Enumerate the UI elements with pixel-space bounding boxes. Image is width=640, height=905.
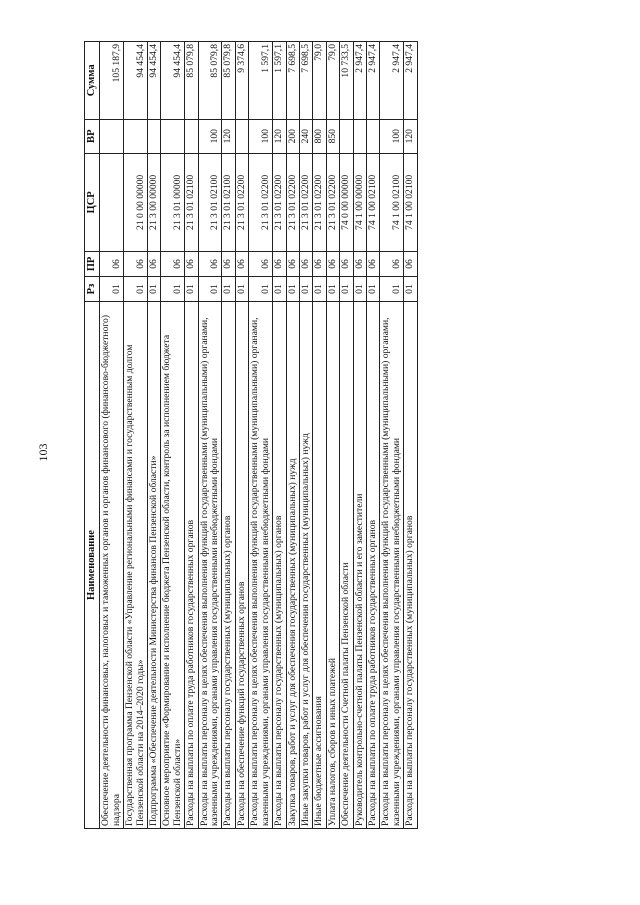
cell-name: Закупка товаров, работ и услуг для обеспечения государственных (муниципальных) нужд — [286, 302, 299, 829]
table-row — [404, 42, 417, 829]
cell-rz: 01 — [273, 276, 286, 301]
cell-pr: 06 — [185, 251, 198, 276]
cell-pr: 06 — [380, 251, 404, 276]
cell-rz: 01 — [161, 276, 185, 301]
cell-rz: 01 — [185, 276, 198, 301]
cell-pr: 06 — [340, 251, 353, 276]
cell-csr: 74 1 00 02100 — [380, 153, 404, 251]
cell-csr: 21 3 01 02200 — [299, 153, 312, 251]
cell-name: Иные закупки товаров, работ и услуг для обеспечения государственных (муниципальных) нужд — [299, 302, 312, 829]
cell-name: Расходы на выплаты персоналу государственных (муниципальных) органов — [222, 302, 235, 829]
cell-sum: 79,0 — [326, 42, 339, 120]
cell-name: Основное мероприятие «Формирование и исполнение бюджета Пензенской области, контроль за исполнением бюджета Пензенской области» — [161, 302, 185, 829]
cell-rz: 01 — [222, 276, 235, 301]
cell-pr: 06 — [235, 251, 248, 276]
table-row — [380, 42, 404, 829]
cell-csr: 21 3 01 02200 — [286, 153, 299, 251]
cell-pr: 06 — [404, 251, 417, 276]
cell-sum: 7 698,5 — [286, 42, 299, 120]
table-row — [185, 42, 198, 829]
budget-table — [84, 41, 418, 829]
cell-name: Расходы на выплаты по оплате труда работников государственных органов — [366, 302, 379, 829]
cell-sum: 1 597,1 — [273, 42, 286, 120]
cell-vr: 100 — [198, 119, 222, 153]
cell-sum: 2 947,4 — [353, 42, 366, 120]
table-row — [340, 42, 353, 829]
cell-csr: 74 1 00 02100 — [366, 153, 379, 251]
table-row — [313, 42, 326, 829]
cell-vr — [353, 119, 366, 153]
cell-pr: 06 — [273, 251, 286, 276]
table-row — [124, 42, 148, 829]
cell-csr: 74 1 00 02100 — [404, 153, 417, 251]
cell-rz: 01 — [148, 276, 161, 301]
cell-rz: 01 — [235, 276, 248, 301]
cell-name: Государственная программа Пензенской области «Управление региональными финансами и государственным долгом Пензенской области на 2014–2020 годы» — [124, 302, 148, 829]
cell-sum: 2 947,4 — [404, 42, 417, 120]
cell-sum: 105 187,9 — [100, 42, 124, 120]
cell-name: Подпрограмма «Обеспечение деятельности Министерства финансов Пензенской области» — [148, 302, 161, 829]
cell-pr: 06 — [326, 251, 339, 276]
table-row — [286, 42, 299, 829]
table-row — [249, 42, 273, 829]
cell-name: Уплата налогов, сборов и иных платежей — [326, 302, 339, 829]
header-vr: ВР — [85, 119, 100, 153]
cell-name: Расходы на выплаты персоналу в целях обеспечения выполнения функций государственными (муниципальными) органами, казенными учреждениями, органами управления государственными внебюджетными фондами — [249, 302, 273, 829]
cell-pr: 06 — [366, 251, 379, 276]
cell-rz: 01 — [326, 276, 339, 301]
table-row — [299, 42, 312, 829]
cell-rz: 01 — [100, 276, 124, 301]
cell-vr: 120 — [273, 119, 286, 153]
cell-vr — [148, 119, 161, 153]
cell-csr: 21 3 01 02200 — [313, 153, 326, 251]
cell-pr: 06 — [313, 251, 326, 276]
header-rz: Рз — [85, 276, 100, 301]
cell-name: Расходы на выплаты персоналу в целях обеспечения выполнения функций государственными (муниципальными) органами, казенными учреждениями, органами управления государственными внебюджетными фондами — [198, 302, 222, 829]
cell-rz: 01 — [198, 276, 222, 301]
cell-pr: 06 — [198, 251, 222, 276]
cell-sum: 94 454,4 — [161, 42, 185, 120]
cell-vr — [124, 119, 148, 153]
cell-csr: 21 3 00 00000 — [148, 153, 161, 251]
cell-sum: 85 079,8 — [185, 42, 198, 120]
cell-vr: 200 — [286, 119, 299, 153]
cell-rz: 01 — [366, 276, 379, 301]
cell-sum: 2 947,4 — [366, 42, 379, 120]
cell-csr: 21 3 01 02100 — [222, 153, 235, 251]
header-csr: ЦСР — [85, 153, 100, 251]
cell-vr — [235, 119, 248, 153]
cell-rz: 01 — [249, 276, 273, 301]
cell-sum: 10 733,5 — [340, 42, 353, 120]
cell-rz: 01 — [404, 276, 417, 301]
header-sum: Сумма — [85, 42, 100, 120]
cell-vr — [161, 119, 185, 153]
cell-sum: 2 947,4 — [380, 42, 404, 120]
cell-sum: 85 079,8 — [222, 42, 235, 120]
table-row — [366, 42, 379, 829]
cell-sum: 9 374,6 — [235, 42, 248, 120]
cell-name: Расходы на выплаты по оплате труда работников государственных органов — [185, 302, 198, 829]
table-row — [100, 42, 124, 829]
cell-name: Расходы на выплаты персоналу государственных (муниципальных) органов — [404, 302, 417, 829]
table-row — [353, 42, 366, 829]
cell-name: Расходы на выплаты персоналу государственных (муниципальных) органов — [273, 302, 286, 829]
header-pr: ПР — [85, 251, 100, 276]
cell-sum: 85 079,8 — [198, 42, 222, 120]
cell-pr: 06 — [249, 251, 273, 276]
table-row — [161, 42, 185, 829]
cell-sum: 79,0 — [313, 42, 326, 120]
cell-csr: 21 3 01 02200 — [326, 153, 339, 251]
cell-sum: 7 698,5 — [299, 42, 312, 120]
cell-csr: 74 1 00 00000 — [353, 153, 366, 251]
cell-sum: 1 597,1 — [249, 42, 273, 120]
cell-pr: 06 — [353, 251, 366, 276]
cell-csr: 21 3 01 02100 — [185, 153, 198, 251]
cell-vr — [366, 119, 379, 153]
cell-pr: 06 — [222, 251, 235, 276]
table-header-row — [85, 42, 100, 829]
table-row — [222, 42, 235, 829]
cell-vr: 240 — [299, 119, 312, 153]
cell-vr: 800 — [313, 119, 326, 153]
cell-rz: 01 — [353, 276, 366, 301]
cell-pr: 06 — [299, 251, 312, 276]
cell-pr: 06 — [124, 251, 148, 276]
cell-vr: 120 — [222, 119, 235, 153]
cell-name: Обеспечение деятельности Счетной палаты Пензенской области — [340, 302, 353, 829]
cell-csr: 21 3 01 02200 — [235, 153, 248, 251]
cell-pr: 06 — [100, 251, 124, 276]
header-name: Наименование — [85, 302, 100, 829]
cell-vr: 850 — [326, 119, 339, 153]
cell-vr: 120 — [404, 119, 417, 153]
table-row — [198, 42, 222, 829]
cell-vr — [340, 119, 353, 153]
cell-csr — [100, 153, 124, 251]
cell-vr: 100 — [380, 119, 404, 153]
cell-rz: 01 — [299, 276, 312, 301]
table-row — [235, 42, 248, 829]
cell-rz: 01 — [286, 276, 299, 301]
cell-name: Руководитель контрольно-счетной палаты Пензенской области и его заместители — [353, 302, 366, 829]
cell-csr: 21 3 01 00000 — [161, 153, 185, 251]
cell-csr: 21 0 00 00000 — [124, 153, 148, 251]
cell-csr: 21 3 01 02200 — [249, 153, 273, 251]
cell-csr: 74 0 00 00000 — [340, 153, 353, 251]
cell-csr: 21 3 01 02200 — [273, 153, 286, 251]
table-row — [273, 42, 286, 829]
cell-rz: 01 — [313, 276, 326, 301]
table-row — [326, 42, 339, 829]
cell-pr: 06 — [286, 251, 299, 276]
cell-vr: 100 — [249, 119, 273, 153]
cell-name: Расходы на обеспечение функций государственных органов — [235, 302, 248, 829]
cell-name: Обеспечение деятельности финансовых, налоговых и таможенных органов и органов финансового (финансово-бюджетного) надзора — [100, 302, 124, 829]
cell-sum: 94 454,4 — [124, 42, 148, 120]
cell-rz: 01 — [124, 276, 148, 301]
cell-sum: 94 454,4 — [148, 42, 161, 120]
cell-vr — [185, 119, 198, 153]
cell-vr — [100, 119, 124, 153]
cell-name: Иные бюджетные ассигнования — [313, 302, 326, 829]
page-number: 103 — [36, 443, 50, 462]
cell-rz: 01 — [340, 276, 353, 301]
cell-name: Расходы на выплаты персоналу в целях обеспечения выполнения функций государственными (муниципальными) органами, казенными учреждениями, органами управления государственными внебюджетными фондами — [380, 302, 404, 829]
table-row — [148, 42, 161, 829]
cell-rz: 01 — [380, 276, 404, 301]
cell-csr: 21 3 01 02100 — [198, 153, 222, 251]
cell-pr: 06 — [161, 251, 185, 276]
cell-pr: 06 — [148, 251, 161, 276]
